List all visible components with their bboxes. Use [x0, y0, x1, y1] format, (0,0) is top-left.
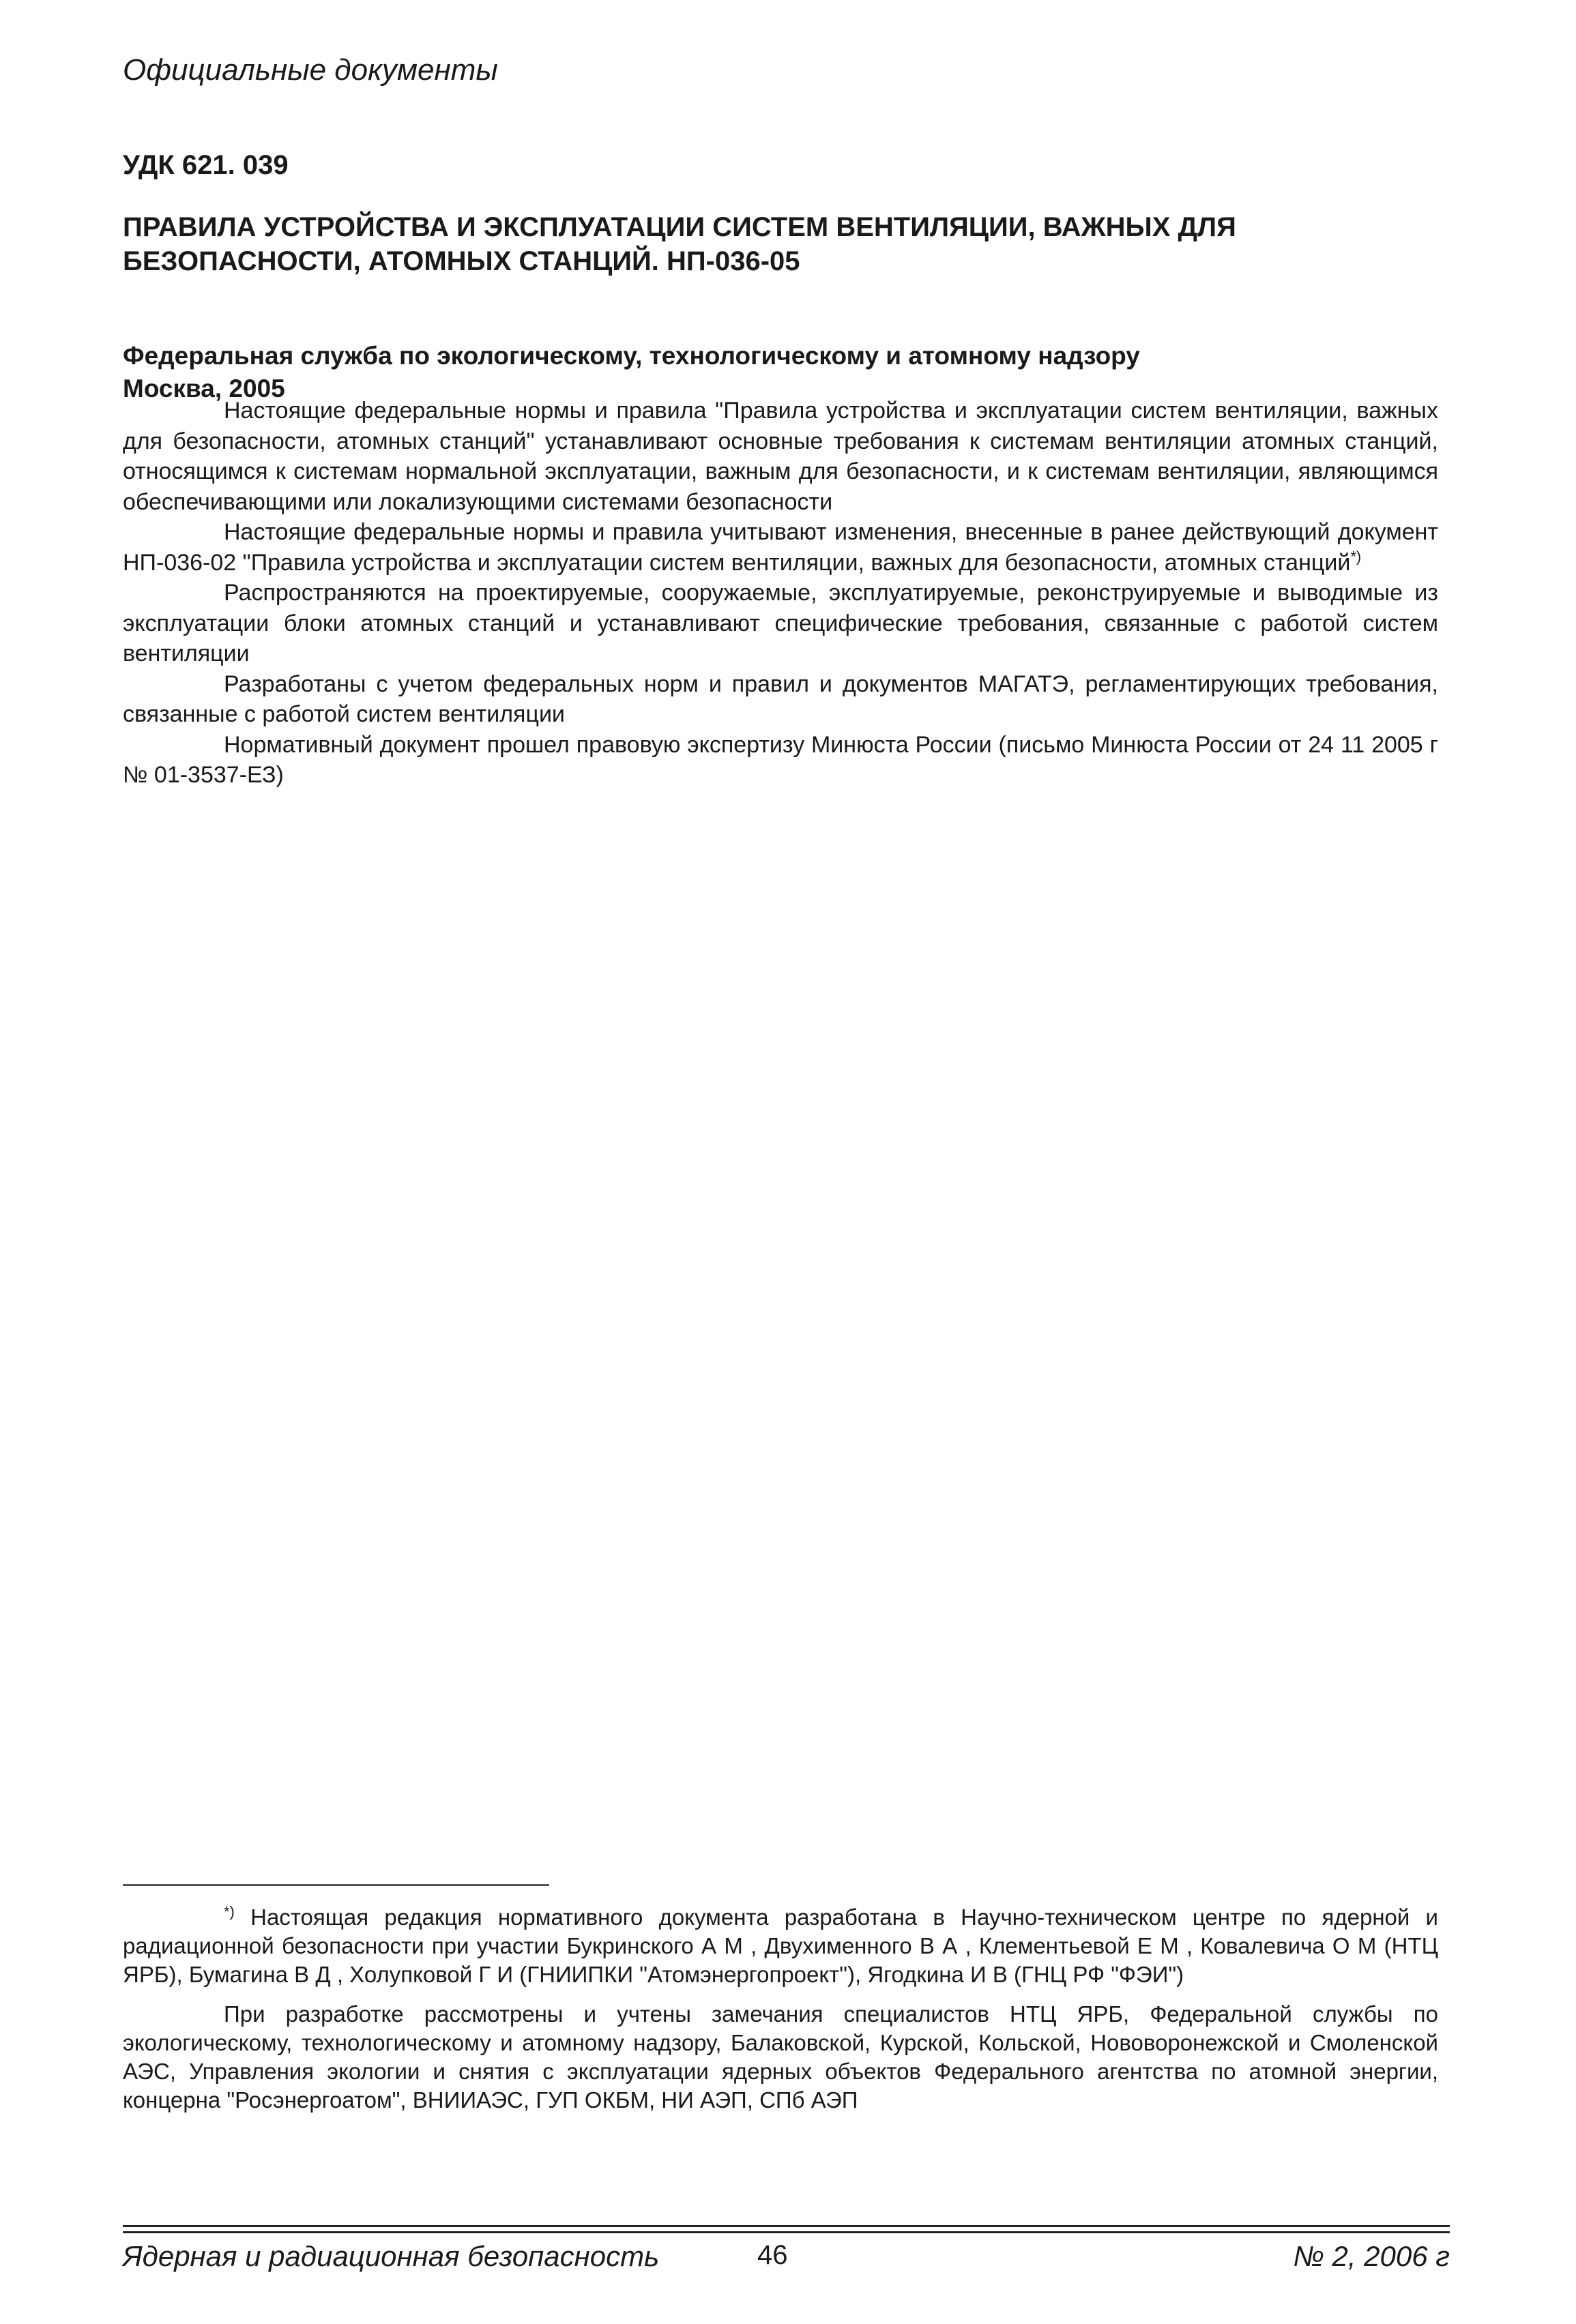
- issue-number: № 2, 2006 г: [1293, 2240, 1450, 2272]
- document-title: ПРАВИЛА УСТРОЙСТВА И ЭКСПЛУАТАЦИИ СИСТЕМ ВЕНТИЛЯЦИИ, ВАЖНЫХ ДЛЯ БЕЗОПАСНОСТИ, АТОМНЫХ СТАНЦИЙ. НП-036-05: [123, 212, 1236, 276]
- paragraph: Нормативный документ прошел правовую экспертизу Минюста России (письмо Минюста России от 24 11 2005 г № 01-3537-ЕЗ): [123, 731, 1438, 788]
- page-number: 46: [757, 2240, 788, 2270]
- footnote-marker: *): [1350, 548, 1362, 565]
- footnote-2: При разработке рассмотрены и учтены замечания специалистов НТЦ ЯРБ, Федеральной службы по экологическому, технологическому и атомному надзору, Балаковской, Курской, Кольской, Нововоронежской и Смоленской АЭС, Управления экологии и снятия с эксплуатации ядерных объектов Федерального агентства по атомной энергии, концерна "Росэнергоатом", ВНИИАЭС, ГУП ОКБМ, НИ АЭП, СПб АЭП: [123, 2001, 1438, 2113]
- place-year: Москва, 2005: [123, 374, 285, 402]
- footnote-marker: *): [224, 1903, 235, 1920]
- udc-code: УДК 621. 039: [123, 150, 289, 180]
- footnote-text: Настоящая редакция нормативного документа разработана в Научно-техническом центре по ядерной и радиационной безопасности при участии Букринского А М , Двухименного В А , Клементьевой Е М , Ковалевича О М (НТЦ ЯРБ), Бумагина В Д , Холупковой Г И (ГНИИПКИ "Атомэнергопроект"), Ягодкина И В (ГНЦ РФ "ФЭИ"): [123, 1904, 1438, 1987]
- journal-name: Ядерная и радиационная безопасность: [123, 2240, 660, 2272]
- paragraph: Распространяются на проектируемые, сооружаемые, эксплуатируемые, реконструируемые и выводимые из эксплуатации блоки атомных станций и устанавливают специфические требования, связанные с работой систем вентиляции: [123, 580, 1438, 666]
- intro-text: [123, 396, 1438, 791]
- footnote-1: [123, 1903, 1438, 1989]
- footer-rule: [123, 2231, 1450, 2233]
- paragraph-text: Настоящие федеральные нормы и правила учитывают изменения, внесенные в ранее действующий документ НП-036-02 "Правила устройства и эксплуатации систем вентиляции, важных для безопасности, атомных станций: [123, 519, 1438, 576]
- footnotes: [123, 1903, 1438, 2126]
- footer-rule: [123, 2225, 1450, 2227]
- paragraph: Разработаны с учетом федеральных норм и правил и документов МАГАТЭ, регламентирующих требования, связанные с работой систем вентиляции: [123, 671, 1438, 727]
- page-footer: [123, 2240, 1450, 2278]
- paragraph-with-footnote: [123, 517, 1438, 578]
- paragraph: Настоящие федеральные нормы и правила "Правила устройства и эксплуатации систем вентиляции, важных для безопасности, атомных станций" устанавливают основные требования к системам вентиляции атомных станций, относящимся к системам нормальной эксплуатации, важным для безопасности, и к системам вентиляции, являющимся обеспечивающими или локализующими системами безопасности: [123, 398, 1438, 515]
- running-header: Официальные документы: [123, 53, 498, 87]
- footnote-separator: [123, 1884, 549, 1886]
- issuer-name: Федеральная служба по экологическому, технологическому и атомному надзору: [123, 342, 1140, 370]
